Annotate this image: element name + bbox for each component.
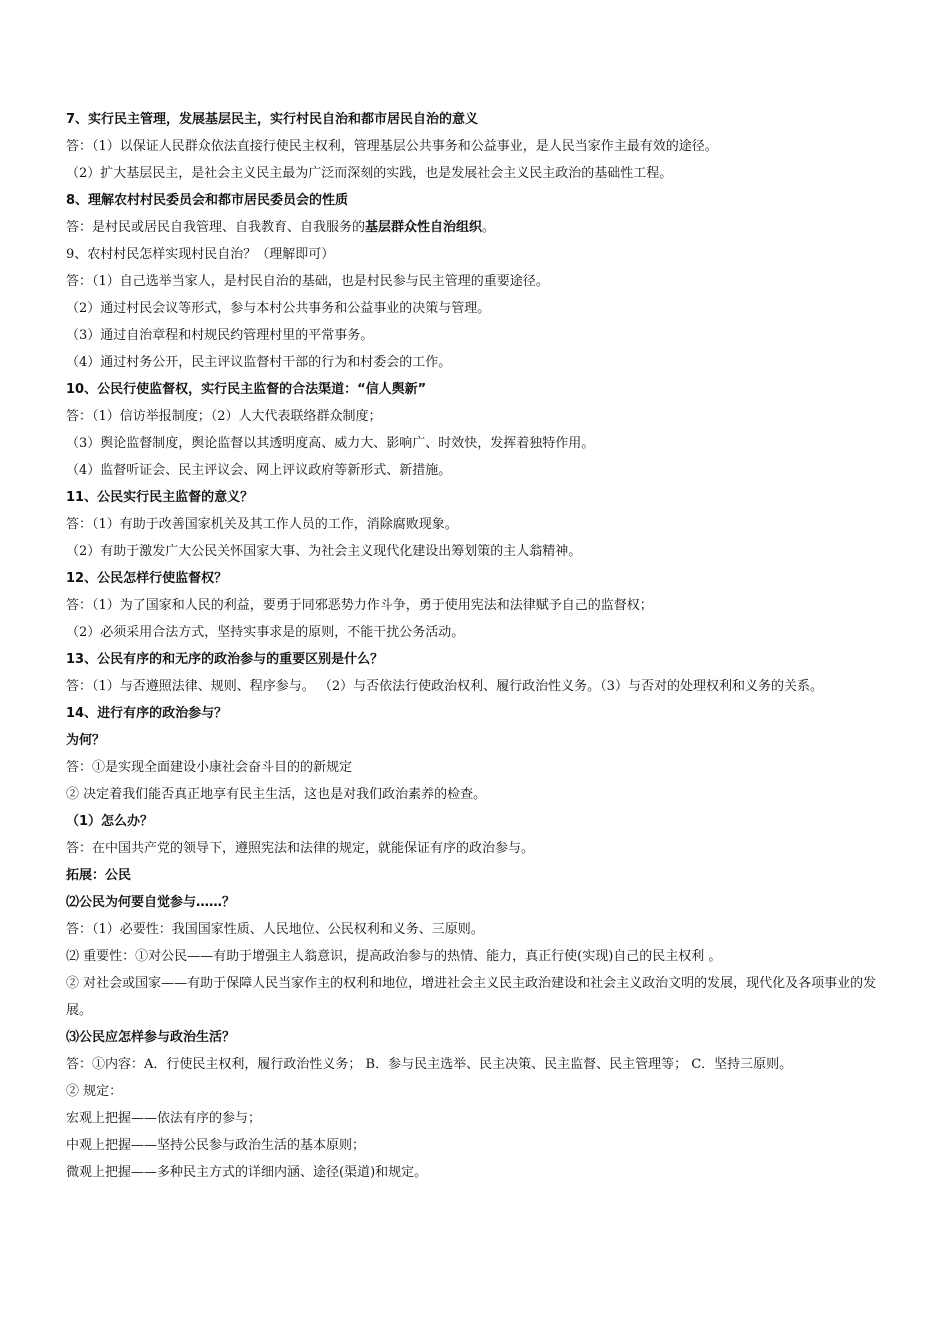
text-segment: 。 (482, 220, 496, 235)
text-line: 答：（1）为了国家和人民的利益，要勇于同邪恶势力作斗争，勇于使用宪法和法律赋予自己的监督权； (66, 598, 653, 613)
text-line: ② 规定： (66, 1084, 123, 1099)
section-heading: ⑵公民为何要自觉参与……？ (66, 895, 236, 910)
text-line: 答：在中国共产党的领导下，遵照宪法和法律的规定，就能保证有序的政治参与。 (66, 841, 535, 856)
text-line: （2）通过村民会议等形式，参与本村公共事务和公益事业的决策与管理。 (66, 301, 491, 316)
text-line: 答：①内容：A．行使民主权利，履行政治性义务； B．参与民主选举、民主决策、民主监督、民主管理等； C．坚持三原则。 (66, 1057, 793, 1072)
section-heading: （1）怎么办？ (66, 814, 154, 829)
text-line: 答：（1）与否遵照法律、规则、程序参与。 （2）与否依法行使政治权利、履行政治性义务。（3）与否对的处理权利和义务的关系。 (66, 679, 823, 694)
text-line: 答：①是实现全面建设小康社会奋斗目的的新规定 (66, 760, 353, 775)
text-line: 答：（1）信访举报制度；（2）人大代表联络群众制度； (66, 409, 382, 424)
text-line: （4）通过村务公开，民主评议监督村干部的行为和村委会的工作。 (66, 355, 452, 370)
section-heading: 11、公民实行民主监督的意义？ (66, 490, 254, 505)
text-line: ② 决定着我们能否真正地享有民主生活，这也是对我们政治素养的检查。 (66, 787, 487, 802)
text-line: 答：（1）以保证人民群众依法直接行使民主权利，管理基层公共事务和公益事业，是人民当家作主最有效的途径。 (66, 139, 718, 154)
text-line: 9、农村村民怎样实现村民自治？（理解即可） (66, 247, 335, 262)
text-line: 中观上把握——坚持公民参与政治生活的基本原则； (66, 1138, 366, 1153)
section-heading: 12、公民怎样行使监督权？ (66, 571, 228, 586)
section-heading: 13、公民有序的和无序的政治参与的重要区别是什么？ (66, 652, 384, 667)
document-body (66, 106, 896, 1186)
text-line: 答：（1）必要性：我国国家性质、人民地位、公民权利和义务、三原则。 (66, 922, 484, 937)
text-line: （2）有助于激发广大公民关怀国家大事、为社会主义现代化建设出筹划策的主人翁精神。 (66, 544, 582, 559)
text-line: 答：（1）有助于改善国家机关及其工作人员的工作，消除腐败现象。 (66, 517, 458, 532)
text-line: （3）舆论监督制度，舆论监督以其透明度高、威力大、影响广、时效快，发挥着独特作用。 (66, 436, 595, 451)
section-heading: 为何？ (66, 733, 106, 748)
section-heading: ⑶公民应怎样参与政治生活？ (66, 1030, 236, 1045)
section-heading: 14、进行有序的政治参与？ (66, 706, 228, 721)
text-line: ⑵ 重要性：①对公民——有助于增强主人翁意识，提高政治参与的热情、能力，真正行使(实现)自己的民主权利 。 (66, 949, 722, 964)
text-line: （4）监督听证会、民主评议会、网上评议政府等新形式、新措施。 (66, 463, 452, 478)
text-line (66, 214, 896, 241)
text-line: ② 对社会或国家——有助于保障人民当家作主的权利和地位，增进社会主义民主政治建设和社会主义政治文明的发展，现代化及各项事业的发展。 (66, 976, 877, 1018)
text-line: （3）通过自治章程和村规民约管理村里的平常事务。 (66, 328, 374, 343)
section-heading: 10、公民行使监督权，实行民主监督的合法渠道：“信人舆新” (66, 382, 427, 397)
emphasis-text: 基层群众性自治组织 (365, 220, 483, 235)
text-line: （2）必须采用合法方式，坚持实事求是的原则，不能干扰公务活动。 (66, 625, 465, 640)
section-heading: 7、实行民主管理，发展基层民主，实行村民自治和都市居民自治的意义 (66, 112, 479, 127)
text-line: 答：（1）自己选举当家人，是村民自治的基础，也是村民参与民主管理的重要途径。 (66, 274, 549, 289)
text-segment: 答：是村民或居民自我管理、自我教育、自我服务的 (66, 220, 366, 235)
section-heading: 8、理解农村村民委员会和都市居民委员会的性质 (66, 193, 349, 208)
section-heading: 拓展：公民 (66, 868, 132, 883)
text-line: （2）扩大基层民主，是社会主义民主最为广泛而深刻的实践，也是发展社会主义民主政治的基础性工程。 (66, 166, 673, 181)
text-line: 微观上把握——多种民主方式的详细内涵、途径(渠道)和规定。 (66, 1165, 428, 1180)
text-line: 宏观上把握——依法有序的参与； (66, 1111, 262, 1126)
